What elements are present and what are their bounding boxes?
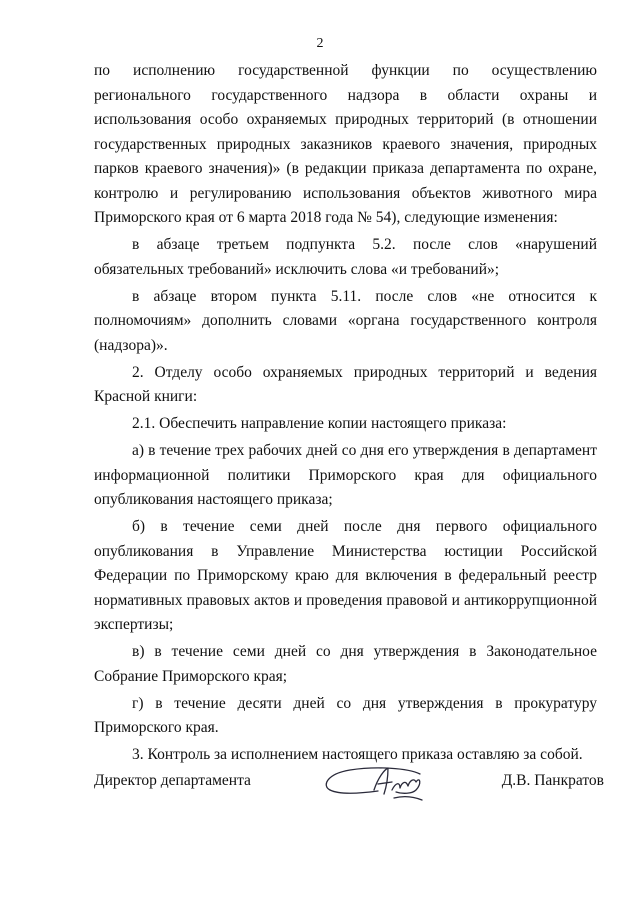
paragraph: а) в течение трех рабочих дней со дня его утверждения в департамент информационной политики Приморского края для официального опубликования настоящего приказа; [94, 442, 597, 508]
page-number: 2 [316, 36, 324, 51]
signatory-title: Директор департамента [94, 772, 251, 789]
paragraph: 2. Отделу особо охраняемых природных территорий и ведения Красной книги: [94, 363, 597, 405]
signature-block [94, 772, 604, 812]
paragraph: в абзаце третьем подпункта 5.2. после слов «нарушений обязательных требований» исключить слова «и требований»; [94, 236, 597, 278]
paragraph: 3. Контроль за исполнением настоящего приказа оставляю за собой. [132, 746, 583, 763]
paragraph: б) в течение семи дней после дня первого официального опубликования в Управление Министерства юстиции Российской Федерации по Приморскому краю для включения в федеральный реестр нормативных правовых актов и проведения правовой и антикоррупционной экспертизы; [94, 518, 597, 633]
handwritten-signature [316, 760, 434, 812]
document-body [94, 59, 597, 770]
signatory-name: Д.В. Панкратов [501, 772, 604, 789]
paragraph-continuation: по исполнению государственной функции по осуществлению регионального государственного надзора в области охраны и использования особо охраняемых природных территорий (в отношении государственных природных заказников краевого значения, природных парков краевого значения)» (в редакции приказа департамента по охране, контролю и регулированию использования объектов животного мира Приморского края от 6 марта 2018 года № 54), следующие изменения: [94, 62, 597, 226]
paragraph: в) в течение семи дней со дня утверждения в Законодательное Собрание Приморского края; [94, 643, 597, 685]
paragraph: г) в течение десяти дней со дня утверждения в прокуратуру Приморского края. [94, 694, 597, 736]
paragraph: в абзаце втором пункта 5.11. после слов «не относится к полномочиям» дополнить словами «органа государственного контроля (надзора)». [94, 287, 597, 354]
paragraph: 2.1. Обеспечить направление копии настоящего приказа: [132, 415, 507, 432]
